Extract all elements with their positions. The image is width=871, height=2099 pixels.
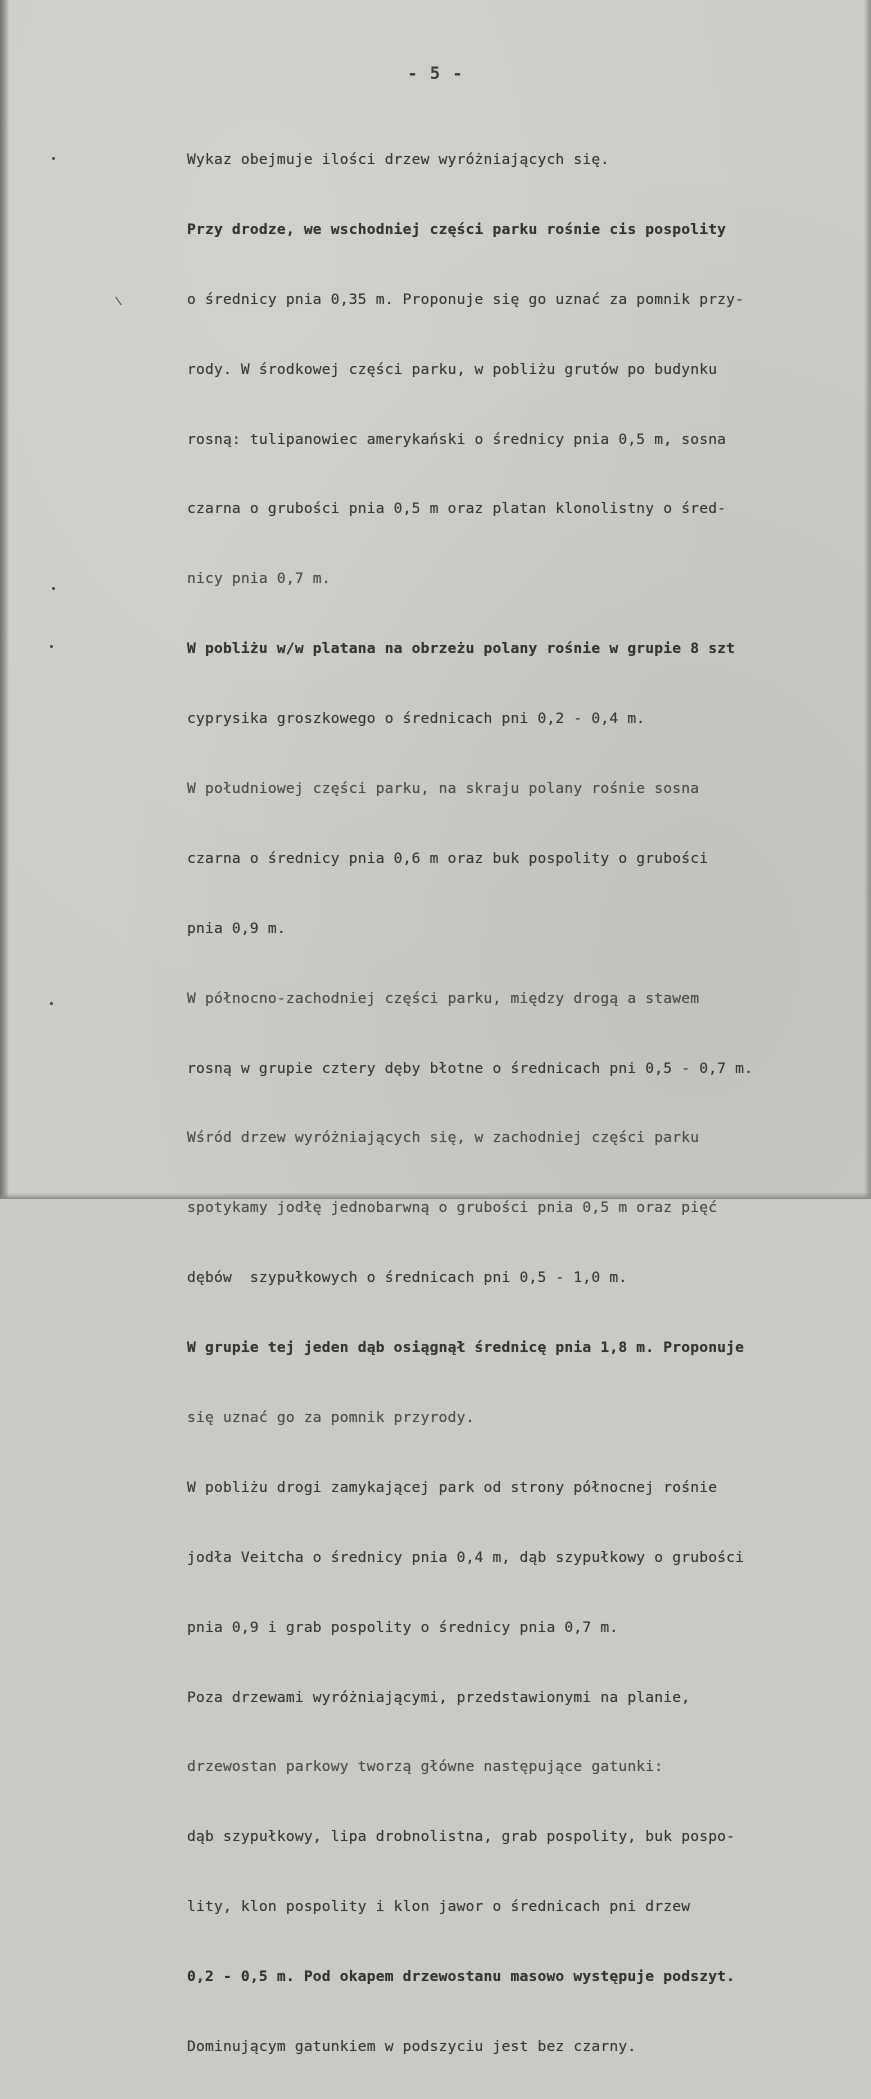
text-line: jodła Veitcha o średnicy pnia 0,4 m, dąb szypułkowy o grubości: [187, 1548, 745, 1566]
text-line: W południowej części parku, na skraju polany rośnie sosna: [187, 780, 700, 798]
page-number: - 5 -: [407, 64, 464, 84]
text-line: Wykaz obejmuje ilości drzew wyróżniających się.: [187, 151, 610, 168]
margin-dot: [52, 587, 55, 590]
text-line: Dominującym gatunkiem w podszyciu jest bez czarny.: [187, 2038, 637, 2056]
page-edge-left: [0, 0, 9, 1199]
text-line: W północno-zachodniej części parku, między drogą a stawem: [187, 989, 700, 1007]
text-line: Poza drzewami wyróżniającymi, przedstawionymi na planie,: [187, 1688, 691, 1706]
document-body: [187, 108, 867, 2099]
text-line: rosną: tulipanowiec amerykański o średnicy pnia 0,5 m, sosna: [187, 430, 727, 448]
text-line: drzewostan parkowy tworzą główne następujące gatunki:: [187, 1758, 664, 1776]
text-line: czarna o grubości pnia 0,5 m oraz platan klonolistny o śred-: [187, 500, 727, 518]
text-line: Przy drodze, we wschodniej części parku rośnie cis pospolity: [187, 220, 727, 238]
margin-dot: [52, 157, 55, 160]
text-line: o średnicy pnia 0,35 m. Proponuje się go uznać za pomnik przy-: [187, 290, 745, 308]
text-line: spotykamy jodłę jednobarwną o grubości pnia 0,5 m oraz pięć: [187, 1199, 718, 1217]
text-line: cyprysika groszkowego o średnicach pni 0,2 - 0,4 m.: [187, 710, 646, 728]
text-line: nicy pnia 0,7 m.: [187, 570, 331, 588]
text-line: dębów szypułkowych o średnicach pni 0,5 - 1,0 m.: [187, 1269, 628, 1287]
text-line: lity, klon pospolity i klon jawor o średnicach pni drzew: [187, 1898, 691, 1916]
text-line: W pobliżu drogi zamykającej park od strony północnej rośnie: [187, 1478, 718, 1496]
text-line: się uznać go za pomnik przyrody.: [187, 1409, 475, 1427]
text-line: pnia 0,9 m.: [187, 919, 286, 937]
text-line: Wśród drzew wyróżniających się, w zachodniej części parku: [187, 1129, 700, 1147]
text-line: rody. W środkowej części parku, w pobliżu grutów po budynku: [187, 360, 718, 378]
margin-dot: [50, 645, 53, 648]
text-line: W grupie tej jeden dąb osiągnął średnicę pnia 1,8 m. Proponuje: [187, 1339, 745, 1357]
text-line: rosną w grupie cztery dęby błotne o średnicach pni 0,5 - 0,7 m.: [187, 1059, 754, 1077]
text-line: czarna o średnicy pnia 0,6 m oraz buk pospolity o grubości: [187, 849, 709, 867]
margin-dot: [50, 1002, 53, 1005]
text-line: 0,2 - 0,5 m. Pod okapem drzewostanu masowo występuje podszyt.: [187, 1968, 736, 1986]
margin-tick: [115, 297, 122, 306]
text-line: dąb szypułkowy, lipa drobnolistna, grab pospolity, buk pospo-: [187, 1828, 736, 1846]
text-line: W pobliżu w/w platana na obrzeżu polany rośnie w grupie 8 szt: [187, 640, 736, 658]
text-line: pnia 0,9 i grab pospolity o średnicy pnia 0,7 m.: [187, 1618, 619, 1636]
